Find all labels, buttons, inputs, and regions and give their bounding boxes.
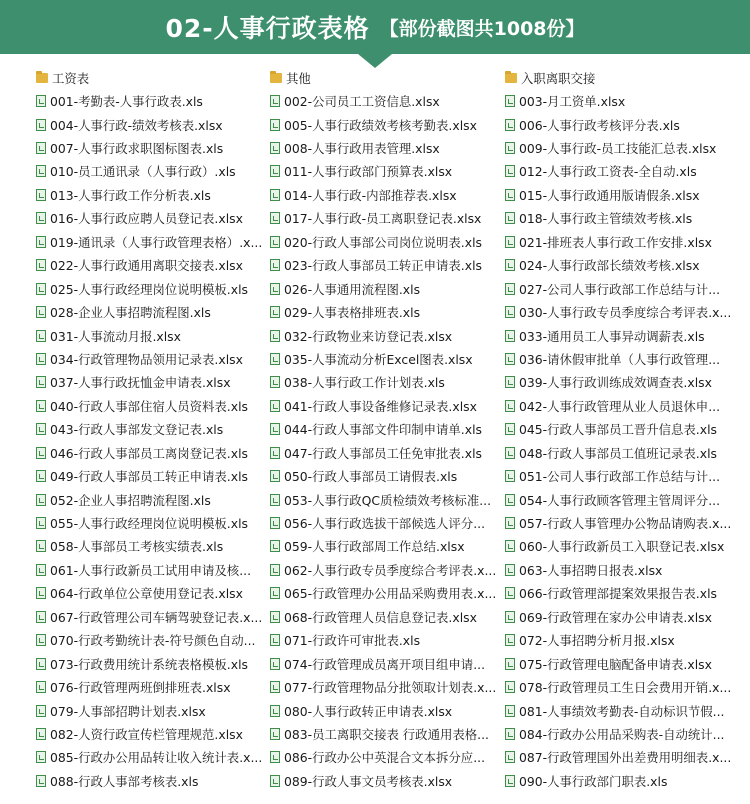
file-name: 006-人事行政考核评分表.xls [519,117,680,133]
file-name: 053-人事行政QC质检绩效考核标准... [284,492,492,508]
file-item[interactable] [505,89,745,112]
spreadsheet-file-icon [270,376,280,388]
file-name: 086-行政办公中英混合文本拆分应... [284,750,486,766]
spreadsheet-file-icon [36,517,46,529]
spreadsheet-file-icon [505,259,515,271]
file-item[interactable] [270,746,502,769]
file-item[interactable] [505,300,745,323]
spreadsheet-file-icon [270,751,280,763]
file-name: 065-行政管理办公用品采购费用表.x... [284,586,497,602]
file-name: 013-人事行政工作分析表.xls [50,187,211,203]
file-item[interactable] [505,371,745,394]
file-item[interactable] [505,722,745,745]
file-item[interactable] [505,746,745,769]
file-name: 058-人事部员工考核实绩表.xls [50,539,224,555]
spreadsheet-file-icon [36,447,46,459]
file-item[interactable] [36,675,266,698]
file-name: 030-人事行政专员季度综合考评表.x... [519,305,732,321]
banner-title: 02-人事行政表格 [165,14,370,43]
spreadsheet-file-icon [505,564,515,576]
file-name: 018-人事行政主管绩效考核.xls [519,211,693,227]
file-item[interactable] [270,558,502,581]
file-name: 028-企业人事招聘流程图.xls [50,305,211,321]
file-item[interactable] [36,629,266,652]
file-name: 020-行政人事部公司岗位说明表.xls [284,234,482,250]
file-item[interactable] [270,300,502,323]
file-name: 050-行政人事部员工请假表.xls [284,469,458,485]
spreadsheet-file-icon [270,353,280,365]
file-item[interactable] [505,558,745,581]
file-item[interactable] [270,324,502,347]
file-item[interactable] [505,511,745,534]
file-item[interactable] [36,582,266,605]
spreadsheet-file-icon [505,470,515,482]
spreadsheet-file-icon [505,751,515,763]
spreadsheet-file-icon [36,353,46,365]
spreadsheet-file-icon [505,494,515,506]
file-name: 038-人事行政工作计划表.xls [284,375,445,391]
spreadsheet-file-icon [270,95,280,107]
file-item[interactable] [36,324,266,347]
file-name: 060-人事行政新员工入职登记表.xlsx [519,539,725,555]
folder-icon [36,73,48,83]
spreadsheet-file-icon [505,165,515,177]
file-name: 017-人事行政-员工离职登记表.xlsx [284,211,482,227]
file-item[interactable] [36,769,266,792]
file-item[interactable] [270,418,502,441]
spreadsheet-file-icon [36,400,46,412]
spreadsheet-file-icon [505,611,515,623]
spreadsheet-file-icon [505,728,515,740]
spreadsheet-file-icon [505,400,515,412]
file-name: 044-行政人事部文件印制申请单.xls [284,422,482,438]
file-item[interactable] [36,371,266,394]
spreadsheet-file-icon [505,587,515,599]
file-item[interactable] [270,511,502,534]
file-item[interactable] [36,699,266,722]
file-item[interactable] [505,441,745,464]
file-item[interactable] [270,136,502,159]
file-name: 069-行政管理在家办公申请表.xlsx [519,609,712,625]
file-name: 007-人事行政求职图标图表.xls [50,141,224,157]
file-name: 064-行政单位公章使用登记表.xlsx [50,586,243,602]
file-name: 042-人事行政管理从业人员退休申... [519,398,721,414]
file-name: 016-人事行政应聘人员登记表.xlsx [50,211,243,227]
spreadsheet-file-icon [505,142,515,154]
spreadsheet-file-icon [36,423,46,435]
spreadsheet-file-icon [36,470,46,482]
spreadsheet-file-icon [270,681,280,693]
file-name: 073-行政费用统计系统表格模板.xls [50,656,248,672]
file-item[interactable] [505,464,745,487]
spreadsheet-file-icon [505,540,515,552]
file-name: 025-人事行政经理岗位说明模板.xls [50,281,248,297]
file-name: 039-人事行政训练成效调查表.xlsx [519,375,712,391]
spreadsheet-file-icon [270,705,280,717]
spreadsheet-file-icon [505,423,515,435]
spreadsheet-file-icon [270,564,280,576]
file-item[interactable] [36,441,266,464]
file-item[interactable] [505,582,745,605]
spreadsheet-file-icon [270,470,280,482]
file-item[interactable] [270,207,502,230]
spreadsheet-file-icon [270,119,280,131]
file-name: 004-人事行政-绩效考核表.xlsx [50,117,223,133]
file-name: 012-人事行政工资表-全自动.xls [519,164,697,180]
spreadsheet-file-icon [270,775,280,787]
file-name: 041-行政人事设备维修记录表.xlsx [284,398,477,414]
file-item[interactable] [505,418,745,441]
spreadsheet-file-icon [270,306,280,318]
spreadsheet-file-icon [36,540,46,552]
folder-icon [270,73,282,83]
spreadsheet-file-icon [270,189,280,201]
file-name: 078-行政管理员工生日会费用开销.x... [519,680,732,696]
file-item[interactable] [36,183,266,206]
spreadsheet-file-icon [36,119,46,131]
spreadsheet-file-icon [505,236,515,248]
file-name: 029-人事表格排班表.xls [284,305,421,321]
file-name: 067-行政管理公司车辆驾驶登记表.x... [50,609,263,625]
file-name: 021-排班表人事行政工作安排.xlsx [519,234,712,250]
file-item[interactable] [36,652,266,675]
spreadsheet-file-icon [270,587,280,599]
file-name: 054-人事行政顾客管理主管周评分... [519,492,721,508]
file-item[interactable] [36,136,266,159]
file-name: 070-行政考勤统计表-符号颜色自动... [50,633,256,649]
file-name: 026-人事通用流程图.xls [284,281,421,297]
file-item[interactable] [36,394,266,417]
file-item[interactable] [270,769,502,792]
file-item[interactable] [505,324,745,347]
file-name: 023-行政人事部员工转正申请表.xls [284,258,482,274]
spreadsheet-file-icon [36,142,46,154]
file-item[interactable] [505,113,745,136]
spreadsheet-file-icon [505,353,515,365]
file-name: 057-行政人事管理办公物品请购表.x... [519,516,732,532]
file-item[interactable] [505,488,745,511]
file-item[interactable] [270,183,502,206]
file-name: 080-人事行政转正申请表.xlsx [284,703,453,719]
file-item[interactable] [270,89,502,112]
file-item[interactable] [505,699,745,722]
file-item[interactable] [505,136,745,159]
file-name: 049-行政人事部员工转正申请表.xls [50,469,248,485]
file-name: 024-人事行政部长绩效考核.xlsx [519,258,700,274]
file-column-2 [270,66,502,793]
spreadsheet-file-icon [36,165,46,177]
file-item[interactable] [505,230,745,253]
file-item[interactable] [270,347,502,370]
file-name: 063-人事招聘日报表.xlsx [519,562,663,578]
spreadsheet-file-icon [270,728,280,740]
file-item[interactable] [36,113,266,136]
spreadsheet-file-icon [505,634,515,646]
spreadsheet-file-icon [36,283,46,295]
file-name: 003-月工资单.xlsx [519,94,626,110]
spreadsheet-file-icon [270,634,280,646]
spreadsheet-file-icon [505,330,515,342]
spreadsheet-file-icon [36,376,46,388]
file-name: 072-人事招聘分析月报.xlsx [519,633,675,649]
spreadsheet-file-icon [505,658,515,670]
file-name: 035-人事流动分析Excel图表.xlsx [284,351,473,367]
file-item[interactable] [36,300,266,323]
spreadsheet-file-icon [36,236,46,248]
file-item[interactable] [270,160,502,183]
file-name: 052-企业人事招聘流程图.xls [50,492,211,508]
spreadsheet-file-icon [270,400,280,412]
file-column-3 [505,66,745,793]
file-item[interactable] [36,605,266,628]
file-name: 048-行政人事部员工值班记录表.xls [519,445,717,461]
spreadsheet-file-icon [270,142,280,154]
file-name: 033-通用员工人事异动调薪表.xls [519,328,705,344]
spreadsheet-file-icon [36,564,46,576]
spreadsheet-file-icon [505,517,515,529]
file-name: 062-人事行政专员季度综合考评表.x... [284,562,497,578]
spreadsheet-file-icon [505,376,515,388]
file-item[interactable] [270,488,502,511]
file-item[interactable] [36,746,266,769]
spreadsheet-file-icon [36,611,46,623]
file-item[interactable] [36,89,266,112]
file-item[interactable] [505,183,745,206]
folder-icon [505,73,517,83]
file-name: 061-人事行政新员工试用申请及核... [50,562,252,578]
file-item[interactable] [36,207,266,230]
file-item[interactable] [505,675,745,698]
spreadsheet-file-icon [270,540,280,552]
banner-title-group [0,0,750,54]
file-name: 019-通讯录（人事行政管理表格）.x... [50,234,263,250]
file-item[interactable] [36,277,266,300]
file-item[interactable] [36,160,266,183]
spreadsheet-file-icon [36,634,46,646]
file-item[interactable] [36,230,266,253]
spreadsheet-file-icon [270,423,280,435]
spreadsheet-file-icon [270,283,280,295]
file-item[interactable] [505,207,745,230]
file-name: 036-请休假审批单（人事行政管理... [519,351,721,367]
file-name: 077-行政管理物品分批领取计划表.x... [284,680,497,696]
spreadsheet-file-icon [36,212,46,224]
banner-subtitle: 【部份截图共1008份】 [379,17,585,40]
spreadsheet-file-icon [505,775,515,787]
file-name: 015-人事行政通用版请假条.xlsx [519,187,700,203]
spreadsheet-file-icon [270,494,280,506]
file-name: 087-行政管理国外出差费用明细表.x... [519,750,732,766]
folder-item[interactable] [505,66,745,89]
spreadsheet-file-icon [36,728,46,740]
spreadsheet-file-icon [36,775,46,787]
file-item[interactable] [270,277,502,300]
file-item[interactable] [505,347,745,370]
spreadsheet-file-icon [270,517,280,529]
file-item[interactable] [36,722,266,745]
file-grid [0,66,750,800]
file-item[interactable] [505,652,745,675]
spreadsheet-file-icon [270,259,280,271]
file-name: 074-行政管理成员离开项目组申请... [284,656,486,672]
spreadsheet-file-icon [505,306,515,318]
file-item[interactable] [270,722,502,745]
file-name: 059-人事行政部周工作总结.xlsx [284,539,465,555]
file-name: 089-行政人事文员考核表.xlsx [284,773,453,789]
spreadsheet-file-icon [36,330,46,342]
spreadsheet-file-icon [36,587,46,599]
file-item[interactable] [36,535,266,558]
spreadsheet-file-icon [36,494,46,506]
file-item[interactable] [270,675,502,698]
file-name: 047-行政人事部员工任免审批表.xls [284,445,482,461]
file-name: 084-行政办公用品采购表-自动统计... [519,726,725,742]
spreadsheet-file-icon [505,681,515,693]
file-name: 056-人事行政选拔干部候选人评分... [284,516,486,532]
file-name: 079-人事部招聘计划表.xlsx [50,703,206,719]
spreadsheet-file-icon [505,119,515,131]
file-name: 046-行政人事部员工离岗登记表.xls [50,445,248,461]
file-name: 055-人事行政经理岗位说明模板.xls [50,516,248,532]
file-item[interactable] [505,160,745,183]
spreadsheet-file-icon [505,95,515,107]
file-name: 011-人事行政部门预算表.xlsx [284,164,453,180]
file-item[interactable] [270,652,502,675]
file-item[interactable] [505,277,745,300]
file-name: 076-行政管理两班倒排班表.xlsx [50,680,231,696]
file-name: 081-人事绩效考勤表-自动标识节假... [519,703,725,719]
file-name: 008-人事行政用表管理.xlsx [284,141,440,157]
file-item[interactable] [270,535,502,558]
spreadsheet-file-icon [36,658,46,670]
file-item[interactable] [505,535,745,558]
file-item[interactable] [36,347,266,370]
file-name: 027-公司人事行政部工作总结与计... [519,281,721,297]
spreadsheet-file-icon [36,189,46,201]
file-name: 002-公司员工工资信息.xlsx [284,94,440,110]
file-item[interactable] [270,254,502,277]
file-item[interactable] [505,769,745,792]
spreadsheet-file-icon [36,259,46,271]
spreadsheet-file-icon [270,165,280,177]
file-item[interactable] [36,511,266,534]
file-item[interactable] [36,488,266,511]
spreadsheet-file-icon [270,236,280,248]
spreadsheet-file-icon [505,705,515,717]
file-name: 040-行政人事部住宿人员资料表.xls [50,398,248,414]
folder-label: 工资表 [52,70,90,86]
folder-label: 入职离职交接 [521,70,596,86]
spreadsheet-file-icon [36,681,46,693]
file-item[interactable] [270,582,502,605]
spreadsheet-file-icon [505,212,515,224]
file-item[interactable] [270,629,502,652]
file-name: 066-行政管理部提案效果报告表.xls [519,586,717,602]
spreadsheet-file-icon [36,95,46,107]
file-name: 075-行政管理电脑配备申请表.xlsx [519,656,712,672]
file-item[interactable] [270,441,502,464]
file-name: 043-行政人事部发文登记表.xls [50,422,224,438]
spreadsheet-file-icon [36,705,46,717]
file-name: 014-人事行政-内部推荐表.xlsx [284,187,457,203]
file-name: 090-人事行政部门职表.xls [519,773,668,789]
file-name: 071-行政许可审批表.xls [284,633,421,649]
file-name: 085-行政办公用品转让收入统计表.x... [50,750,263,766]
file-item[interactable] [270,371,502,394]
file-name: 088-行政人事部考核表.xls [50,773,199,789]
file-name: 032-行政物业来访登记表.xlsx [284,328,453,344]
file-name: 037-人事行政抚恤金申请表.xlsx [50,375,231,391]
file-name: 001-考勤表-人事行政表.xls [50,94,203,110]
file-item[interactable] [505,394,745,417]
file-item[interactable] [505,629,745,652]
file-item[interactable] [270,230,502,253]
file-item[interactable] [505,605,745,628]
file-item[interactable] [270,394,502,417]
file-item[interactable] [270,464,502,487]
spreadsheet-file-icon [270,212,280,224]
spreadsheet-file-icon [36,306,46,318]
file-item[interactable] [36,558,266,581]
file-item[interactable] [36,464,266,487]
file-name: 082-人资行政宣传栏管理规范.xlsx [50,726,243,742]
file-name: 045-行政人事部员工晋升信息表.xls [519,422,717,438]
spreadsheet-file-icon [270,658,280,670]
file-name: 031-人事流动月报.xlsx [50,328,181,344]
file-name: 005-人事行政绩效考核考勤表.xlsx [284,117,477,133]
spreadsheet-file-icon [270,330,280,342]
file-item[interactable] [270,113,502,136]
file-item[interactable] [270,699,502,722]
file-item[interactable] [36,254,266,277]
spreadsheet-file-icon [505,283,515,295]
spreadsheet-file-icon [270,611,280,623]
folder-item[interactable] [36,66,266,89]
spreadsheet-file-icon [270,447,280,459]
folder-item[interactable] [270,66,502,89]
file-item[interactable] [36,418,266,441]
spreadsheet-file-icon [505,189,515,201]
spreadsheet-file-icon [36,751,46,763]
file-column-1 [36,66,266,793]
file-item[interactable] [505,254,745,277]
file-name: 022-人事行政通用离职交接表.xlsx [50,258,243,274]
file-name: 051-公司人事行政部工作总结与计... [519,469,721,485]
spreadsheet-file-icon [505,447,515,459]
file-name: 034-行政管理物品领用记录表.xlsx [50,351,243,367]
folder-label: 其他 [286,70,311,86]
file-item[interactable] [270,605,502,628]
file-name: 009-人事行政-员工技能汇总表.xlsx [519,141,717,157]
file-name: 010-员工通讯录（人事行政）.xls [50,164,236,180]
file-name: 068-行政管理人员信息登记表.xlsx [284,609,477,625]
file-name: 083-员工离职交接表 行政通用表格... [284,726,489,742]
